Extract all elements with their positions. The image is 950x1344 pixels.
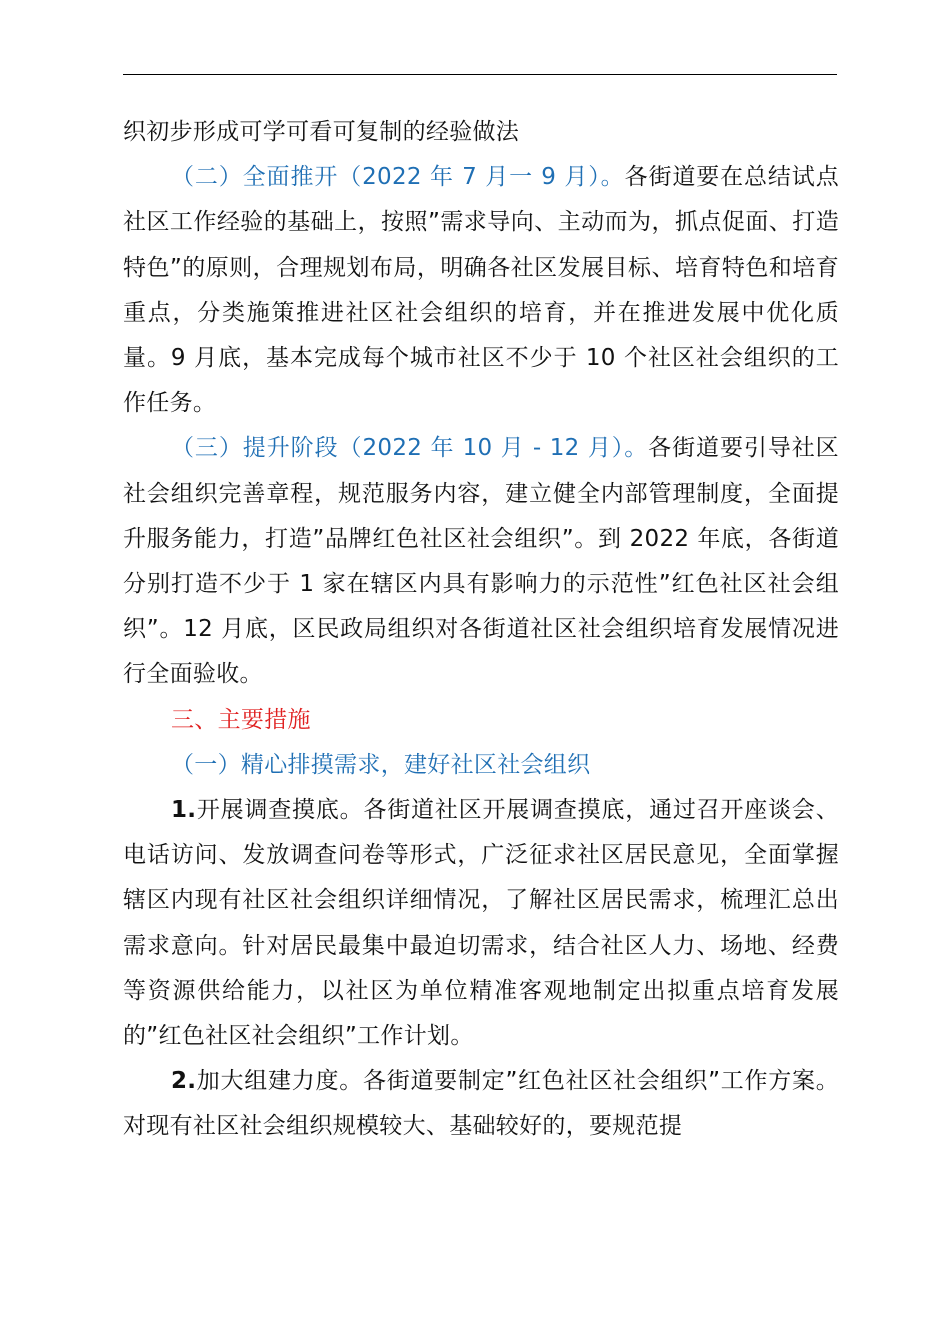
document-body: [123, 110, 839, 1150]
header-rule: [123, 74, 837, 75]
section-title: [123, 698, 839, 743]
item-2-number: 2.: [171, 1068, 197, 1095]
phase-three-heading: （三）提升阶段（2022 年 10 月 - 12 月）。: [171, 435, 649, 462]
paragraph-item-1: [123, 788, 839, 1059]
subsection-title: [123, 743, 839, 788]
phase-three-body: 各街道要引导社区社会组织完善章程，规范服务内容，建立健全内部管理制度，全面提升服务能力，打造”品牌红色社区社会组织”。到 2022 年底，各街道分别打造不少于 1 家在辖区内具有影响力的示范性”红色社区社会组织”。12 月底，区民政局组织对各街道社区社会组织培育发展情况进行全面验收。: [123, 435, 839, 688]
item-2-body: 加大组建力度。各街道要制定”红色社区社会组织”工作方案。对现有社区社会组织规模较大、基础较好的，要规范提: [123, 1068, 839, 1140]
subsection-title-text: （一）精心排摸需求，建好社区社会组织: [171, 751, 591, 778]
phase-two-heading: （二）全面推开（2022 年 7 月一 9 月）。: [171, 164, 625, 191]
phase-two-body: 各街道要在总结试点社区工作经验的基础上，按照”需求导向、主动而为，抓点促面、打造特色”的原则，合理规划布局，明确各社区发展目标、培育特色和培育重点，分类施策推进社区社会组织的培育，并在推进发展中优化质量。9 月底，基本完成每个城市社区不少于 10 个社区社会组织的工作任务。: [123, 164, 840, 417]
item-1-body: 开展调查摸底。各街道社区开展调查摸底，通过召开座谈会、电话访问、发放调查问卷等形式，广泛征求社区居民意见，全面掌握辖区内现有社区社会组织详细情况，了解社区居民需求，梳理汇总出需求意向。针对居民最集中最迫切需求，结合社区人力、场地、经费等资源供给能力，以社区为单位精准客观地制定出拟重点培育发展的”红色社区社会组织”工作计划。: [123, 797, 839, 1050]
paragraph-phase-three: [123, 426, 839, 697]
item-1-number: 1.: [171, 797, 197, 824]
paragraph-phase-two: [123, 155, 839, 426]
paragraph-text: 织初步形成可学可看可复制的经验做法: [123, 119, 520, 145]
paragraph-continuation: [123, 110, 839, 155]
paragraph-item-2: [123, 1059, 839, 1149]
section-title-text: 三、主要措施: [171, 706, 311, 733]
